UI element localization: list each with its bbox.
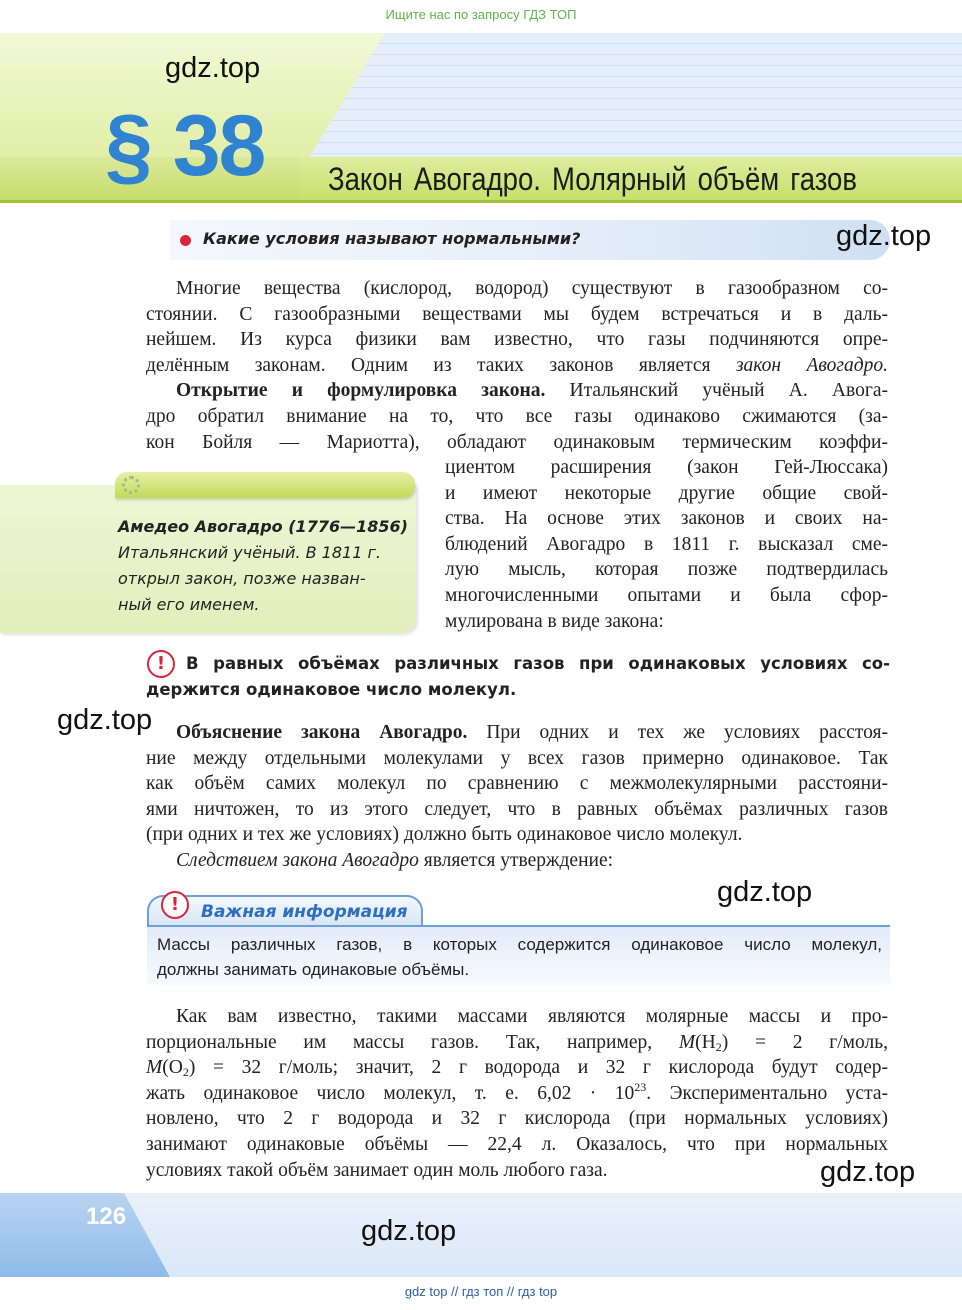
text-line: и имеют некоторые другие общие свой-: [445, 482, 888, 504]
watermark: gdz.top: [165, 52, 261, 84]
text-line: блюдений Авогадро в 1811 г. высказал сме-: [445, 533, 888, 555]
top-note: Ищите нас по запросу ГДЗ ТОП: [385, 7, 577, 22]
watermark: gdz.top: [820, 1156, 916, 1188]
text-line: новлено, что 2 г водорода и 32 г кислорода (при нормальных условиях): [146, 1108, 888, 1130]
text-line: (при одних и тех же условиях) должно быть одинаковое число молекул.: [146, 824, 743, 846]
header-rule: [0, 200, 962, 203]
text-line: стоянии. С газообразными веществами мы будем встречаться и в даль-: [146, 303, 888, 325]
watermark: gdz.top: [717, 876, 813, 908]
text-line: ние между отдельными молекулами у всех газов примерно одинаковое. Так: [146, 747, 888, 769]
question-text: Какие условия называют нормальными?: [203, 229, 581, 248]
biography-sidenote: [0, 485, 416, 633]
rule-line: В равных объёмах различных газов при одинаковых условиях со-: [186, 654, 890, 673]
text-line: Многие вещества (кислород, водород) существуют в газообразном со-: [176, 278, 888, 299]
sidenote-tab: [115, 472, 415, 498]
text-line: $M(O_2) = 32$ г/моль; значит, 2 г водорода и 32 г кислорода будут содер-: [146, 1057, 888, 1080]
rule-line: держится одинаковое число молекул.: [146, 680, 517, 699]
section-heading: Объяснение закона Авогадро.: [176, 722, 468, 743]
watermark: gdz.top: [836, 220, 932, 252]
important-info-label: Важная информация: [201, 902, 408, 922]
text-line: нейшем. Из курса физики вам известно, что газы подчиняются опре-: [146, 329, 888, 351]
text-line: Открытие и формулировка закона. Итальянский учёный А. Авога-: [176, 380, 888, 402]
watermark: gdz.top: [361, 1215, 457, 1247]
sidenote-name: Амедео Авогадро (1776—1856): [118, 517, 408, 536]
text-line: делённым законам. Одним из таких законов является закон Авогадро.: [146, 354, 888, 376]
law-statement: [146, 651, 890, 703]
chapter-header: [0, 33, 962, 203]
text-line: условиях такой объём занимает один моль любого газа.: [146, 1159, 608, 1181]
important-info-tab: [147, 895, 423, 927]
narrow-paragraph: [445, 455, 888, 634]
text-line: лую мысль, которая позже подтвердилась: [445, 559, 888, 581]
bottom-note: gdz top // гдз топ // гдз top: [404, 1284, 558, 1299]
intro-paragraph: [146, 276, 888, 455]
text-line: Следствием закона Авогадро является утверждение:: [176, 849, 614, 871]
text-line: как объём самих молекул по сравнению с межмолекулярными расстояни-: [146, 773, 888, 795]
text-line: жать одинаковое число молекул, т. е. $6,02 \cdot 10^{23}$. Экспериментально уста-: [146, 1079, 888, 1104]
exclamation-icon: !: [161, 891, 189, 919]
info-line: Массы различных газов, в которых содержится одинаковое число молекул,: [157, 935, 882, 954]
loading-dots-icon: [122, 476, 140, 494]
text-line: Объяснение закона Авогадро. При одних и тех же условиях расстоя-: [176, 722, 889, 743]
text-line: дро обратил внимание на то, что все газы одинаково сжимаются (за-: [146, 405, 888, 427]
page-number: 126: [86, 1203, 127, 1230]
text-line: Как вам известно, такими массами являются молярные массы и про-: [176, 1006, 888, 1027]
sidenote-line: ный его именем.: [118, 595, 260, 614]
text-line: циентом расширения (закон Гей-Люссака): [445, 457, 888, 478]
important-info-box: [147, 925, 890, 985]
text-line: многочисленными опытами и была сфор-: [445, 584, 888, 606]
bullet-icon: [180, 235, 191, 246]
text-line: порциональные им массы газов. Так, например, $M(H_2) = 2$ г/моль,: [146, 1031, 889, 1054]
sidenote-line: Итальянский учёный. В 1811 г.: [118, 543, 381, 562]
watermark: gdz.top: [57, 704, 153, 736]
text-line: кон Бойля — Мариотта), обладают одинаковым термическим коэффи-: [146, 431, 888, 453]
section-heading: Открытие и формулировка закона.: [176, 380, 546, 402]
page-title: Закон Авогадро. Молярный объём газов: [328, 161, 857, 197]
sidenote-line: открыл закон, позже назван-: [118, 569, 366, 588]
explanation-paragraph: [146, 720, 888, 874]
exclamation-icon: !: [147, 650, 175, 678]
info-line: должны занимать одинаковые объёмы.: [157, 960, 470, 979]
final-paragraph: [146, 1004, 888, 1183]
text-line: ями ничтожен, то из этого следует, что в равных объёмах различных газов: [146, 798, 888, 820]
text-line: занимают одинаковые объёмы — 22,4 л. Оказалось, что при нормальных: [146, 1133, 888, 1155]
text-line: ства. На основе этих законов и своих на-: [445, 508, 888, 530]
text-line: мулирована в виде закона:: [445, 610, 664, 632]
question-bar: [170, 220, 890, 260]
paragraph-number: § 38: [105, 98, 265, 194]
